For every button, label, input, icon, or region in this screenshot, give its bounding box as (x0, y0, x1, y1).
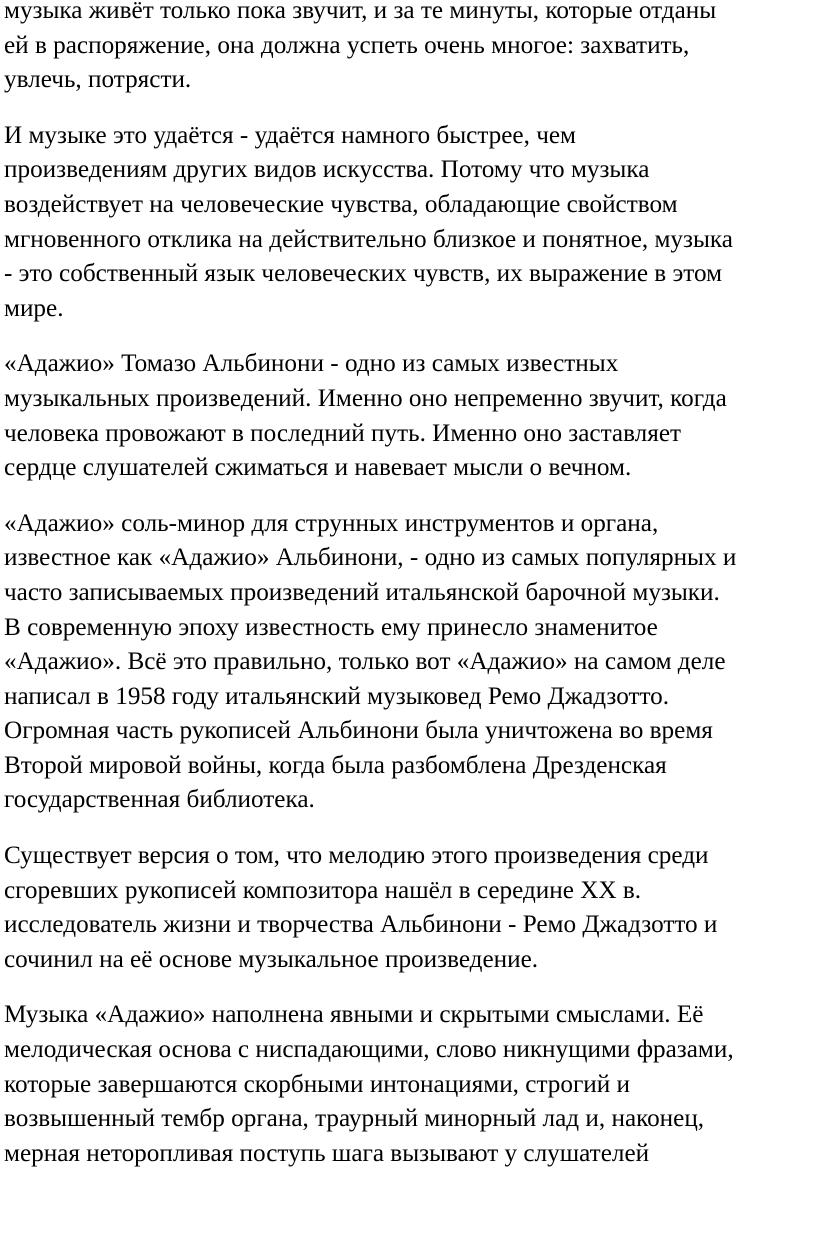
text-line: музыка живёт только пока звучит, и за те минуты, которые отданы (4, 0, 717, 24)
paragraph-3 (4, 347, 812, 485)
text-line: Огромная часть рукописей Альбинони была уничтожена во время (4, 717, 713, 745)
paragraph-2 (4, 119, 812, 327)
paragraph-6 (4, 998, 812, 1171)
text-line: которые завершаются скорбными интонациями, строгий и (4, 1070, 631, 1098)
text-line: известное как «Адажио» Альбинони, - одно из самых популярных и (4, 544, 737, 572)
paragraph-5 (4, 839, 812, 977)
text-line: «Адажио» соль-минор для струнных инструментов и органа, (4, 509, 659, 537)
text-line: Существует версия о том, что мелодию этого произведения среди (4, 842, 709, 870)
text-line: сгоревших рукописей композитора нашёл в середине XX в. (4, 876, 642, 904)
text-line: музыкальных произведений. Именно оно непременно звучит, когда (4, 384, 727, 412)
text-line: ей в распоряжение, она должна успеть очень многое: захватить, (4, 31, 690, 59)
paragraph-4 (4, 507, 812, 818)
text-line: возвышенный тембр органа, траурный минорный лад и, наконец, (4, 1105, 705, 1133)
text-line: Второй мировой войны, когда была разбомблена Дрезденская (4, 751, 667, 779)
text-line: мгновенного отклика на действительно близкое и понятное, музыка (4, 225, 733, 253)
text-line: Музыка «Адажио» наполнена явными и скрытыми смыслами. Её (4, 1001, 704, 1029)
text-line: произведениям других видов искусства. Потому что музыка (4, 156, 650, 184)
paragraph-1 (4, 0, 812, 98)
text-line: исследователь жизни и творчества Альбинони - Ремо Джадзотто и (4, 911, 718, 939)
text-line: - это собственный язык человеческих чувств, их выражение в этом (4, 260, 723, 288)
text-line: «Адажио». Всё это правильно, только вот «Адажио» на самом деле (4, 648, 726, 676)
text-line: И музыке это удаётся - удаётся намного быстрее, чем (4, 121, 576, 149)
text-line: человека провожают в последний путь. Именно оно заставляет (4, 419, 682, 447)
text-line: сочинил на её основе музыкальное произведение. (4, 945, 539, 973)
text-line: мелодическая основа с ниспадающими, слово никнущими фразами, (4, 1036, 734, 1064)
text-line: государственная библиотека. (4, 786, 315, 814)
text-line: В современную эпоху известность ему принесло знаменитое (4, 613, 658, 641)
text-line: воздействует на человеческие чувства, обладающие свойством (4, 190, 678, 218)
text-line: написал в 1958 году итальянский музыковед Ремо Джадзотто. (4, 682, 670, 710)
text-line: мире. (4, 294, 64, 322)
text-line: сердце слушателей сжиматься и навевает мысли о вечном. (4, 454, 632, 482)
text-line: «Адажио» Томазо Альбинони - одно из самых известных (4, 350, 619, 378)
text-line: мерная неторопливая поступь шага вызывают у слушателей (4, 1139, 650, 1167)
text-line: увлечь, потрясти. (4, 66, 192, 94)
text-line: часто записываемых произведений итальянской барочной музыки. (4, 578, 720, 606)
